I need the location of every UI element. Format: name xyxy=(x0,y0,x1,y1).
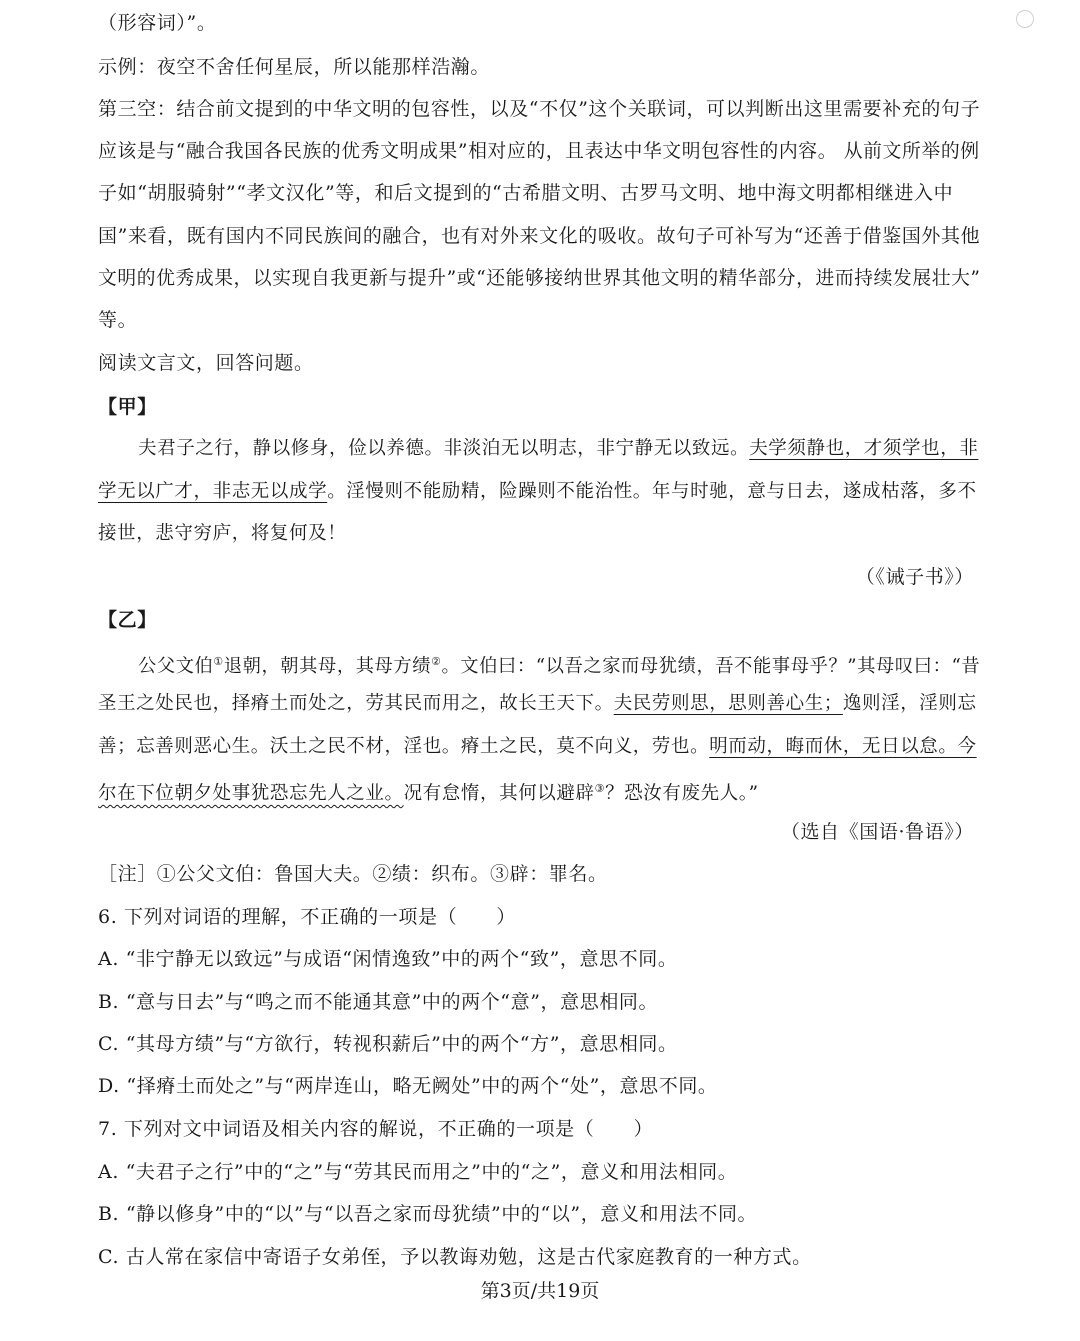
passage-text: 公父文伯 xyxy=(138,656,214,678)
passage-line xyxy=(138,437,978,461)
annotation-note: ［注］①公父文伯：鲁国大夫。②绩：织布。③辟：罪名。 xyxy=(98,863,608,885)
passage-line xyxy=(98,692,977,716)
option-6d: D. “择瘠土而处之”与“两岸连山，略无阙处”中的两个“处”，意思不同。 xyxy=(98,1075,718,1097)
option-7a: A. “夫君子之行”中的“之”与“劳其民而用之”中的“之”，意义和用法相同。 xyxy=(98,1161,738,1183)
passage-text: 退朝，朝其母，其母方绩 xyxy=(223,656,432,678)
footnote-marker: ① xyxy=(213,655,224,668)
option-7b: B. “静以修身”中的“以”与“以吾之家而母犹绩”中的“以”，意义和用法不同。 xyxy=(98,1203,758,1225)
option-6b: B. “意与日去”与“鸣之而不能通其意”中的两个“意”，意思相同。 xyxy=(98,991,659,1013)
text-line: 等。 xyxy=(98,309,138,331)
passage-text: 逸则淫，淫则忘 xyxy=(842,693,977,714)
text-line: 应该是与“融合我国各民族的优秀文明成果”相对应的，且表达中华文明包容性的内容。 从前文所举的例 xyxy=(98,140,980,162)
text-line: 阅读文言文，回答问题。 xyxy=(98,352,314,374)
footnote-marker: ② xyxy=(431,655,442,668)
option-6c: C. “其母方绩”与“方欲行，转视积薪后”中的两个“方”，意思相同。 xyxy=(98,1033,678,1055)
text-line: 子如“胡服骑射”“孝文汉化”等，和后文提到的“古希腊文明、古罗马文明、地中海文明都相继进入中 xyxy=(98,182,954,204)
passage-text: 况有怠惰，其何以避辟 xyxy=(403,783,595,805)
section-label-jia: 【甲】 xyxy=(98,396,157,418)
text-line: 文明的优秀成果，以实现自我更新与提升”或“还能够接纳世界其他文明的精华部分，进而持续发展壮大” xyxy=(98,267,981,289)
passage-text: 。文伯曰：“以吾之家而母犹绩，吾不能事母乎？”其母叹曰：“昔 xyxy=(441,656,981,678)
passage-line xyxy=(98,735,977,759)
option-7c: C. 古人常在家信中寄语子女弟侄，予以教诲劝勉，这是古代家庭教育的一种方式。 xyxy=(98,1246,812,1268)
underlined-sentence: 学无以广才，非志无以成学 xyxy=(98,481,328,502)
wavy-underlined-sentence: 尔在下位朝夕处事犹恐忘先人之业。 xyxy=(98,783,404,805)
question-6: 6. 下列对词语的理解，不正确的一项是（ ） xyxy=(98,906,516,928)
passage-line: 接世，悲守穷庐，将复何及！ xyxy=(98,523,347,544)
passage-text: 善；忘善则恶心生。沃土之民不材，淫也。瘠土之民，莫不向义，劳也。 xyxy=(98,736,710,757)
footnote-marker: ③ xyxy=(594,782,606,795)
passage-line xyxy=(98,480,977,504)
text-line: 第三空：结合前文提到的中华文明的包容性，以及“不仅”这个关联词，可以判断出这里需要补充的句子 xyxy=(98,98,981,120)
passage-text: 。淫慢则不能励精，险躁则不能治性。年与时驰，意与日去，遂成枯落，多不 xyxy=(327,481,977,502)
passage-text: ？恐汝有废先人。” xyxy=(605,783,759,805)
underlined-sentence: 夫学须静也，才须学也，非 xyxy=(749,438,979,459)
section-label-yi: 【乙】 xyxy=(98,609,157,631)
text-line: 国”来看，既有国内不同民族间的融合，也有对外来文化的吸收。故句子可补写为“还善于借鉴国外其他 xyxy=(98,225,981,247)
text-line: （形容词）”。 xyxy=(98,12,217,34)
text-line: 示例：夜空不舍任何星辰，所以能那样浩瀚。 xyxy=(98,56,491,78)
option-6a: A. “非宁静无以致远”与成语“闲情逸致”中的两个“致”，意思不同。 xyxy=(98,948,678,970)
passage-text: 圣王之处民也，择瘠土而处之，劳其民而用之，故长王天下。 xyxy=(98,693,614,714)
watermark-logo-icon xyxy=(1016,10,1034,28)
passage-source: （《诫子书》） xyxy=(855,566,974,588)
passage-line xyxy=(98,777,759,806)
page-number-footer: 第3页/共19页 xyxy=(480,1280,600,1302)
underlined-sentence: 夫民劳则思，思则善心生； xyxy=(613,693,843,714)
question-7: 7. 下列对文中词语及相关内容的解说，不正确的一项是（ ） xyxy=(98,1118,654,1140)
passage-text: 夫君子之行，静以修身，俭以养德。非淡泊无以明志，非宁静无以致远。 xyxy=(138,438,750,459)
passage-line xyxy=(138,650,980,679)
passage-source: （选自《国语·鲁语》） xyxy=(780,821,974,843)
underlined-sentence: 明而动，晦而休，无日以怠。今 xyxy=(709,736,977,757)
